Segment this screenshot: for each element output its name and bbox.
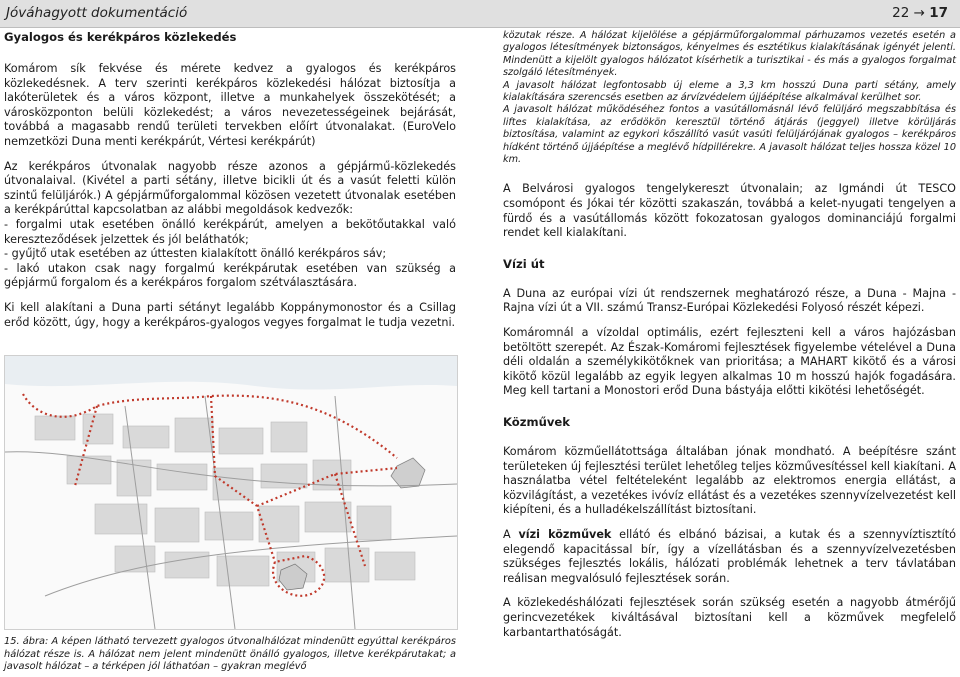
paragraph-promenade-length: A javasolt hálózat legfontosabb új eleme a 3,3 km hosszú Duna parti sétány, amely kialakítására szerencsés esetben az árvízvédelem újjáépítése alkalmával kerülhet sor. [503, 79, 956, 104]
fortress-star [391, 458, 425, 488]
text-a: A [503, 527, 519, 541]
document-title: Jóváhagyott dokumentáció [6, 5, 188, 21]
paragraph-maintenance: A közlekedéshálózati fejlesztések során szükség esetén a nagyobb átmérőjű gerincvezetékek kiváltásával biztosítani kell a közművek megfelelő karbantarthatóságát. [503, 596, 956, 639]
paragraph-network-operation: A javasolt hálózat működéséhez fontos a vasútállomásnál lévő felüljáró megszabbítása és liftes kialakítása, az erődökön keresztül történő átjárás (jeggyel) illetve körüljárás biztosítása, valamint az egykori kőszállító vasút vasúti felüljárójának gyalogos – kerékpáros hídként történő újjáépítése a meglévő hídpillérekre. A javasolt hálózat teljes hossza közel 10 km. [503, 104, 956, 166]
route-network-map [4, 355, 458, 630]
text-water-utilities-rest: ellátó és elbánó bázisai, a kutak és a szennyvíztisztító elegendő kapacitással bír, így a vízellátásban és a szennyvízelvezetésben szükséges fejlesztés lokális, hálózati problémák lehetnek a terv távlatában reálisan megvalósuló fejlesztések során. [503, 527, 956, 585]
figure-caption: 15. ábra: A képen látható tervezett gyalogos útvonalhálózat mindenütt egyúttal kerékpáros hálózat része is. A hálózat nem jelent mindenütt önálló gyalogos, illetve kerékpárutakat; a javasolt hálózat – a térképen jól láthatóan – gyakran meglévő [4, 636, 456, 673]
previous-page-number[interactable]: 22 [892, 5, 910, 21]
river-danube [5, 356, 457, 390]
section-title-pedestrian-cycling: Gyalogos és kerékpáros közlekedés [4, 30, 237, 44]
paragraph-utility-coverage: Komárom közműellátottsága általában jónak mondható. A beépítésre szánt területeken új fejlesztési terület lehetőleg teljes közművesítéssel kell kiakítani. A használatba vétel feltételeként legalább az elektromos energia ellátást, a közvilágítást, a vezetékes ivóvíz ellátást és a vezetékes szennyvízelvezetést kell kiépíteni, és a hulladékelszállítást biztosítani. [503, 445, 956, 517]
right-column [503, 30, 956, 640]
paragraph-downtown-axes: A Belvárosi gyalogos tengelykereszt útvonalain; az Igmándi út TESCO csomópont és Jókai tér közötti szakaszán, továbbá a kelet-nyugati tengelyen a fürdő és a vasútállomás között fokozatosan gyalogos dominanciájú forgalmi rendet kell kialakítani. [503, 182, 956, 240]
bullet-residential-roads: - lakó utakon csak nagy forgalmú kerékpárutak esetében van szükség a gépjármű forgalom és a kerékpáros forgalom szétválasztására. [4, 261, 456, 290]
paragraph-ports: Komáromnál a vízoldal optimális, ezért fejleszteni kell a város hajózásban betöltött szerepét. Az Észak-Komáromi fejlesztések figyelembe vételével a Duna déli oldalán a személykikötőknek van prioritása; a MAHART kikötő és a városi kikötő közül legalább az egyik legyen alkalmas 10 m hosszú hajók fogadására. Meg kell tartani a Monostori erőd Duna bástyája előtti kikötési lehetőségét. [503, 326, 956, 398]
city-blocks [35, 414, 415, 586]
paragraph-water-utilities [503, 528, 956, 586]
left-column [4, 30, 456, 330]
page-navigation [892, 5, 948, 21]
paragraph-intro: Komárom sík fekvése és mérete kedvez a gyalogos és kerékpáros közlekedésnek. A terv szerinti kerékpáros közlekedési hálózat biztosítja a lakóterületek és a város központ, illetve a munkahelyek összekötését; a városközponton belüli közlekedést; a város nevezetességeinek bejárását, továbbá a magasabb rendű területi tervekben előírt útvonalakat. (EuroVelo nemzetközi Duna menti kerékpárút, Vértesi kerékpárút) [4, 62, 456, 148]
map-graphic [5, 356, 457, 629]
bullet-collector-roads: - gyűjtő utak esetében az úttesten kialakított önálló kerékpáros sáv; [4, 247, 387, 261]
document-header [0, 0, 960, 28]
section-title-waterway: Vízi út [503, 256, 545, 271]
paragraph-routes: Az kerékpáros útvonalak nagyobb része azonos a gépjármű-közlekedés útvonalaival. (Kivétel a parti sétány, illetve bicikli út és a vasút feletti külön szintű felüljárók.) A gépjárműforgalommal közösen vezetett útvonalak esetében a kerékpárúttal kapcsolatban az alábbi megoldások kedvezők: [4, 159, 456, 217]
paragraph-promenade: Ki kell alakítani a Duna parti sétányt legalább Koppánymonostor és a Csillag erőd között, úgy, hogy a kerékpáros-gyalogos vegyes forgalmat le tudja vezetni. [4, 300, 456, 329]
section-title-utilities: Közművek [503, 415, 570, 429]
text-water-utilities-bold: vízi közművek [518, 527, 612, 541]
paragraph-continuation: közutak része. A hálózat kijelölése a gépjárműforgalommal párhuzamos vezetés esetén a gyalogos létesítmények biztonságos, kényelmes és esztétikus kialakításának igényét jelenti. Mindenütt a kijelölt gyalogos hálózatot kísérhetik a turisztikai - és más a gyalogos forgalmat szolgáló létesítmények. [503, 30, 956, 79]
arrow-icon: → [913, 5, 925, 21]
bullet-main-roads: - forgalmi utak esetében önálló kerékpárút, amelyen a bekötőutakkal való kereszteződések jelzettek és jól beláthatók; [4, 217, 456, 246]
current-page-number: 17 [929, 5, 948, 21]
paragraph-danube-waterway: A Duna az európai vízi út rendszernek meghatározó része, a Duna - Majna - Rajna vízi út a VII. számú Transz-Európai Közlekedési Folyosó részét képezi. [503, 286, 956, 315]
